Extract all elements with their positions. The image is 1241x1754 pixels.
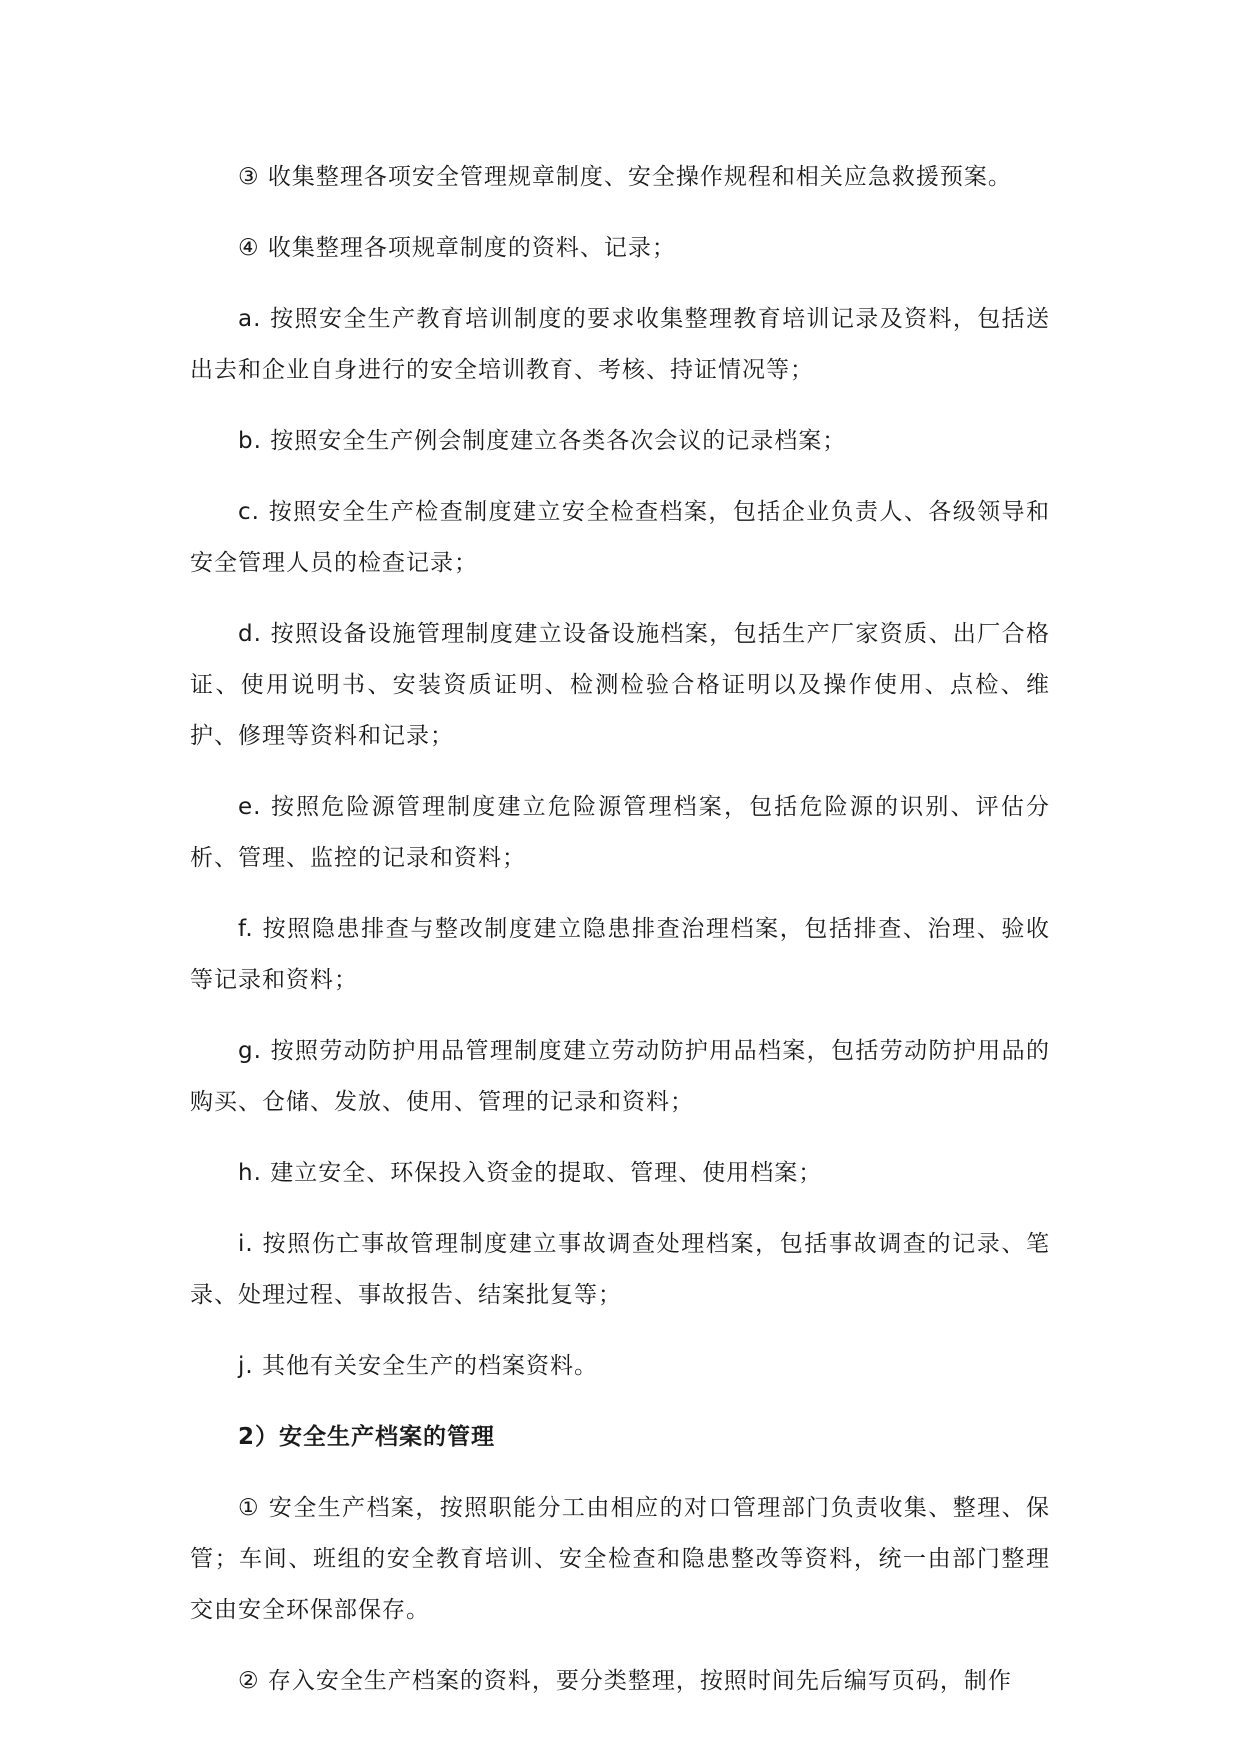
paragraph-item-2: ② 存入安全生产档案的资料，要分类整理，按照时间先后编写页码，制作 [238, 1668, 1012, 1694]
paragraph-i: i. 按照伤亡事故管理制度建立事故调查处理档案，包括事故调查的记录、笔录、处理过程、事故报告、结案批复等； [190, 1231, 1050, 1308]
paragraph-f: f. 按照隐患排查与整改制度建立隐患排查治理档案，包括排查、治理、验收等记录和资料； [190, 916, 1050, 993]
section-heading: 2）安全生产档案的管理 [238, 1424, 496, 1450]
paragraph-j: j. 其他有关安全生产的档案资料。 [238, 1353, 599, 1379]
paragraph-b: b. 按照安全生产例会制度建立各类各次会议的记录档案； [238, 428, 847, 454]
paragraph-item-4: ④ 收集整理各项规章制度的资料、记录； [238, 235, 676, 261]
paragraph-c: c. 按照安全生产检查制度建立安全检查档案，包括企业负责人、各级领导和安全管理人员的检查记录； [190, 499, 1050, 576]
document-body [190, 152, 1050, 1727]
paragraph-a: a. 按照安全生产教育培训制度的要求收集整理教育培训记录及资料，包括送出去和企业自身进行的安全培训教育、考核、持证情况等； [190, 306, 1050, 383]
paragraph-item-1: ① 安全生产档案，按照职能分工由相应的对口管理部门负责收集、整理、保管；车间、班组的安全教育培训、安全检查和隐患整改等资料，统一由部门整理交由安全环保部保存。 [190, 1495, 1050, 1623]
paragraph-h: h. 建立安全、环保投入资金的提取、管理、使用档案； [238, 1160, 823, 1186]
paragraph-e: e. 按照危险源管理制度建立危险源管理档案，包括危险源的识别、评估分析、管理、监控的记录和资料； [190, 794, 1050, 871]
paragraph-d: d. 按照设备设施管理制度建立设备设施档案，包括生产厂家资质、出厂合格证、使用说明书、安装资质证明、检测检验合格证明以及操作使用、点检、维护、修理等资料和记录； [190, 621, 1050, 749]
paragraph-g: g. 按照劳动防护用品管理制度建立劳动防护用品档案，包括劳动防护用品的购买、仓储、发放、使用、管理的记录和资料； [190, 1038, 1050, 1115]
paragraph-item-3: ③ 收集整理各项安全管理规章制度、安全操作规程和相关应急救援预案。 [238, 164, 1012, 190]
